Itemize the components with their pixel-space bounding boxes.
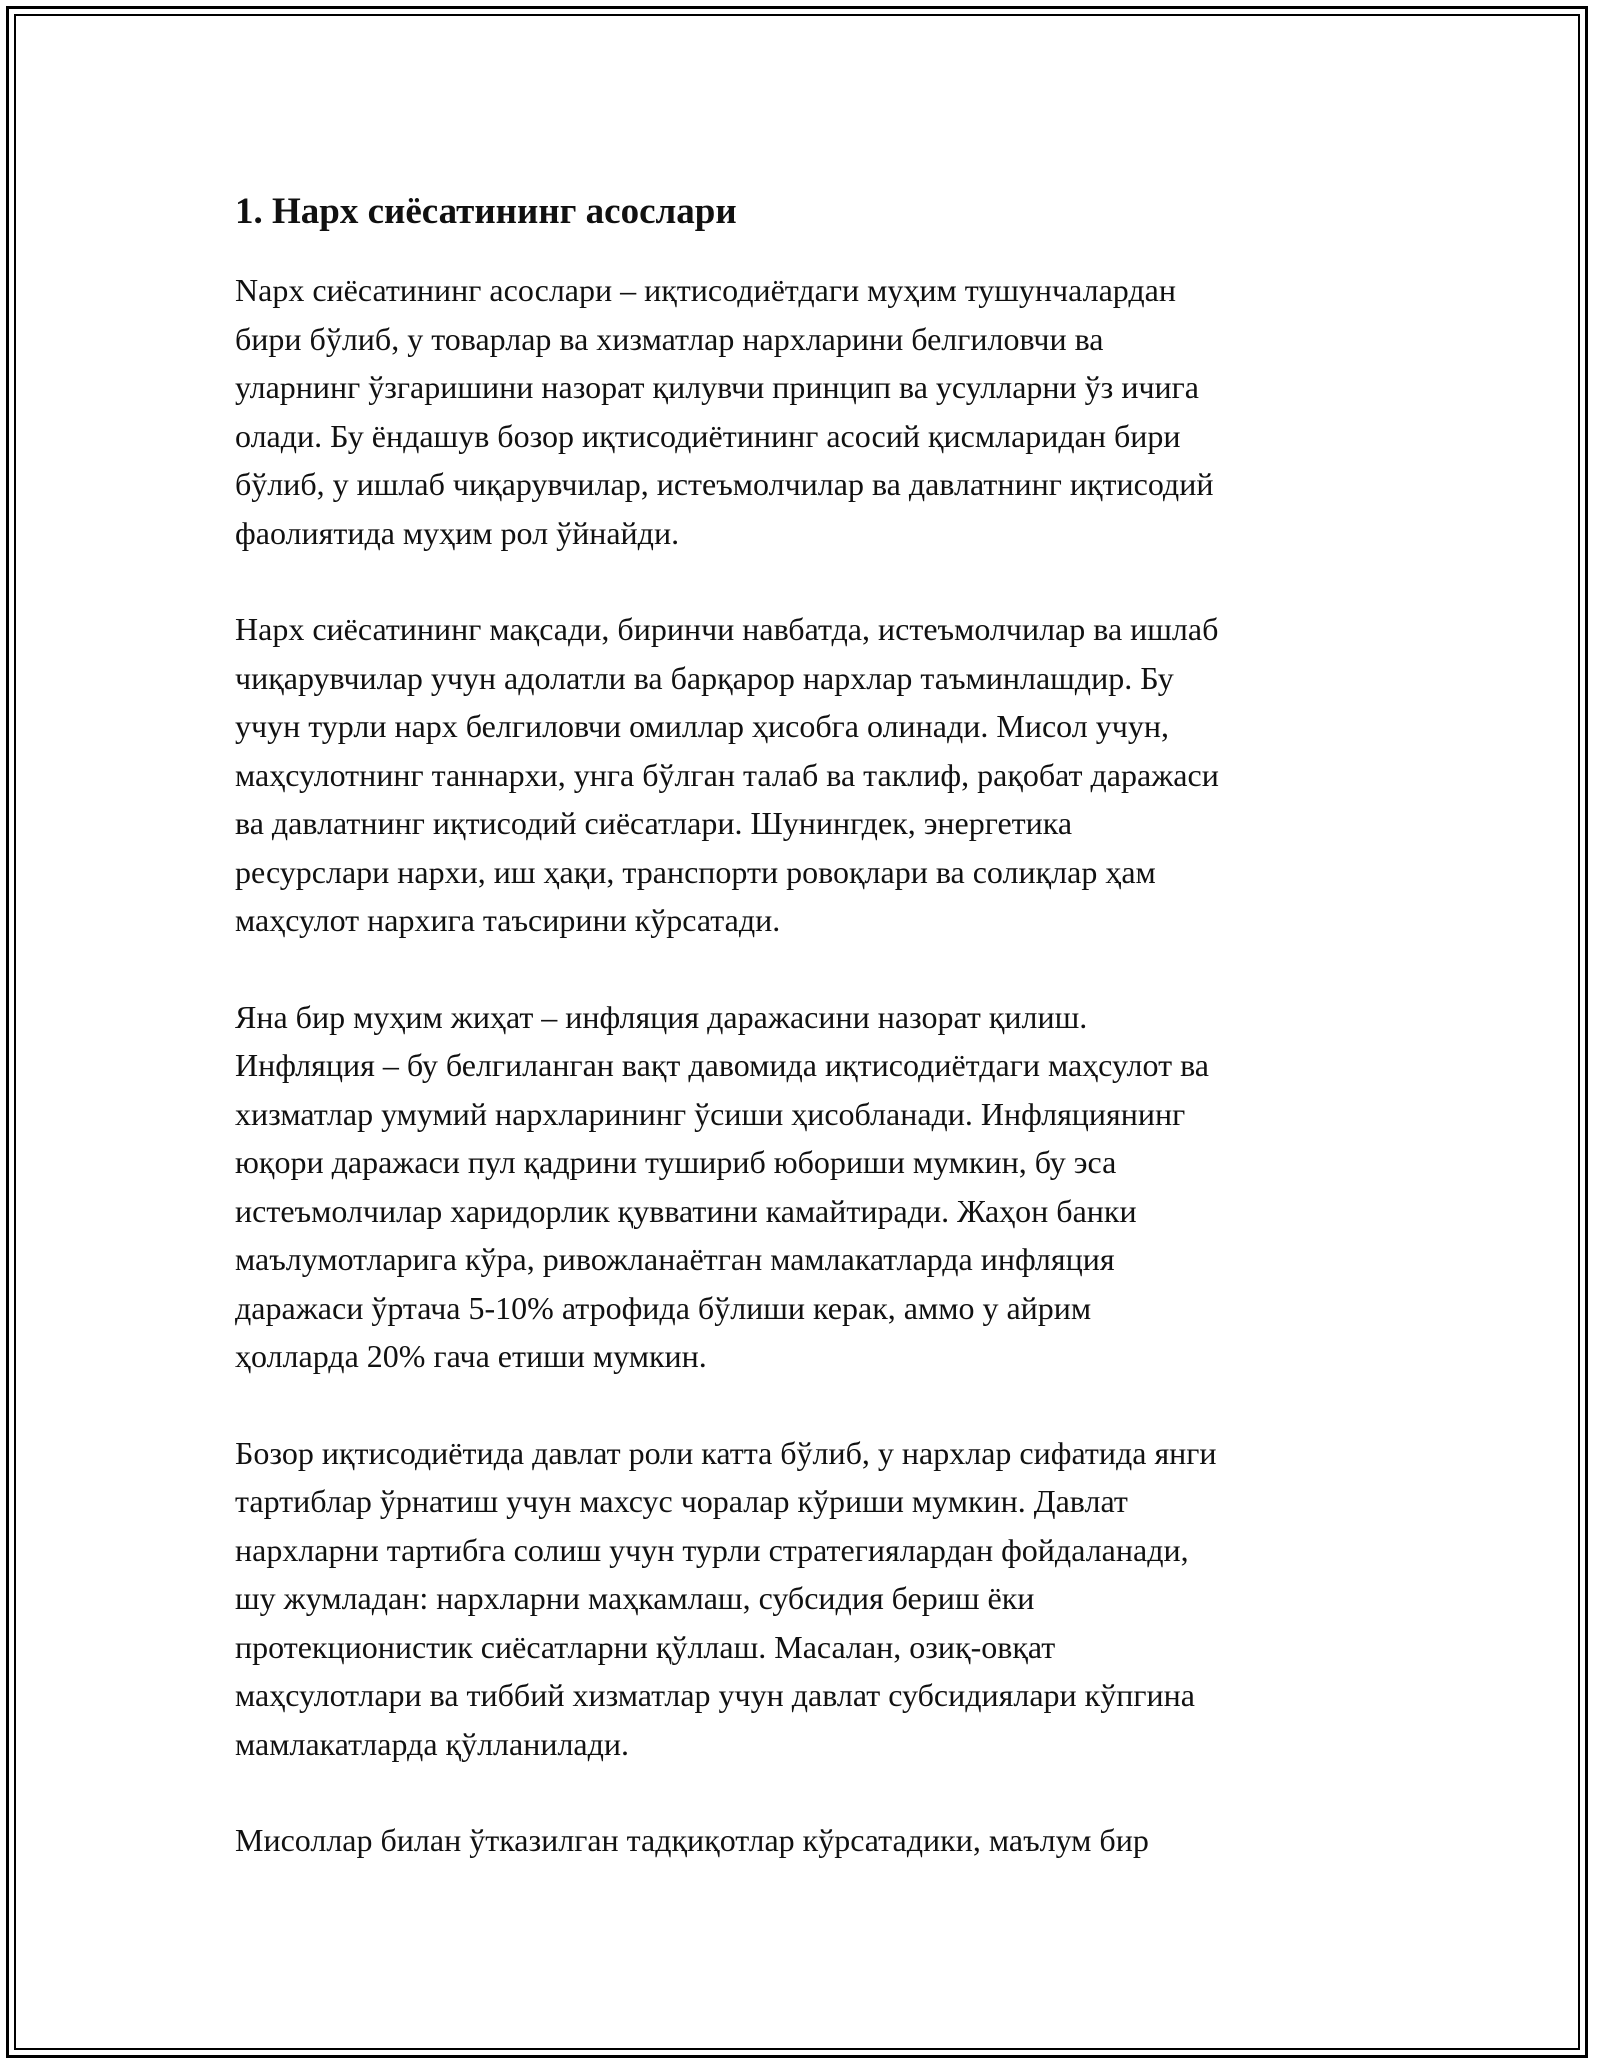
- text-line: тартиблар ўрнатиш учун махсус чоралар кўриши мумкин. Давлат: [235, 1483, 1128, 1519]
- text-line: чиқарувчилар учун адолатли ва барқарор нархлар таъминлашдир. Бу: [235, 659, 1174, 696]
- text-line: юқори даражаси пул қадрини тушириб юбориши мумкин, бу эса: [235, 1144, 1117, 1180]
- text-line: ҳолларда 20% гача етиши мумкин.: [235, 1338, 707, 1374]
- text-line: уларнинг ўзгаришини назорат қилувчи принцип ва усулларни ўз ичига: [235, 369, 1199, 405]
- text-line: ва давлатнинг иқтисодий сиёсатлари. Шунингдек, энергетика: [235, 805, 1073, 841]
- text-line: мамлакатларда қўлланилади.: [235, 1725, 630, 1762]
- text-line: протекционистик сиёсатларни қўллаш. Масалан, озиқ-овқат: [235, 1628, 1056, 1665]
- paragraph-1: [235, 266, 1380, 557]
- text-line: ресурслари нархи, иш ҳақи, транспорти ровоқлари ва солиқлар ҳам: [235, 853, 1156, 890]
- text-line: Нарх сиёсатининг мақсади, биринчи навбатда, истеъмолчилар ва ишлаб: [235, 611, 1219, 647]
- paragraph-3: [235, 993, 1380, 1381]
- text-line: Nарх сиёсатининг асослари – иқтисодиётдаги муҳим тушунчалардан: [235, 272, 1176, 308]
- document-body: [235, 188, 1380, 1913]
- paragraph-5: [235, 1816, 1380, 1865]
- paragraph-2: [235, 605, 1380, 945]
- text-line: хизматлар умумий нархларининг ўсиши ҳисобланади. Инфляциянинг: [235, 1095, 1186, 1132]
- paragraph-4: [235, 1429, 1380, 1769]
- text-line: Яна бир муҳим жиҳат – инфляция даражасини назорат қилиш.: [235, 998, 1088, 1035]
- text-line: маҳсулотнинг таннархи, унга бўлган талаб ва таклиф, рақобат даражаси: [235, 756, 1219, 793]
- text-line: Инфляция – бу белгиланган вақт давомида иқтисодиётдаги маҳсулот ва: [235, 1047, 1209, 1083]
- text-line: маҳсулотлари ва тиббий хизматлар учун давлат субсидиялари кўпгина: [235, 1677, 1195, 1713]
- text-line: даражаси ўртача 5-10% атрофида бўлиши керак, аммо у айрим: [235, 1289, 1092, 1326]
- text-line: учун турли нарх белгиловчи омиллар ҳисобга олинади. Мисол учун,: [235, 708, 1169, 744]
- text-line: маҳсулот нархига таъсирини кўрсатади.: [235, 902, 781, 938]
- text-line: шу жумладан: нархларни маҳкамлаш, субсидия бериш ёки: [235, 1580, 1035, 1616]
- text-line: нархларни тартибга солиш учун турли стратегиялардан фойдаланади,: [235, 1531, 1189, 1568]
- text-line: Мисоллар билан ўтказилган тадқиқотлар кўрсатадики, маълум бир: [235, 1822, 1149, 1858]
- text-line: фаолиятида муҳим рол ўйнайди.: [235, 514, 680, 551]
- text-line: бўлиб, у ишлаб чиқарувчилар, истеъмолчилар ва давлатнинг иқтисодий: [235, 466, 1214, 502]
- text-line: маълумотларига кўра, ривожланаётган мамлакатларда инфляция: [235, 1241, 1115, 1277]
- text-line: бири бўлиб, у товарлар ва хизматлар нархларини белгиловчи ва: [235, 320, 1104, 357]
- text-line: истеъмолчилар харидорлик қувватини камайтиради. Жаҳон банки: [235, 1192, 1137, 1229]
- text-line: Бозор иқтисодиётида давлат роли катта бўлиб, у нархлар сифатида янги: [235, 1434, 1217, 1471]
- section-heading: 1. Нарх сиёсатининг асослари: [235, 191, 737, 232]
- text-line: олади. Бу ёндашув бозор иқтисодиётининг асосий қисмларидан бири: [235, 417, 1181, 454]
